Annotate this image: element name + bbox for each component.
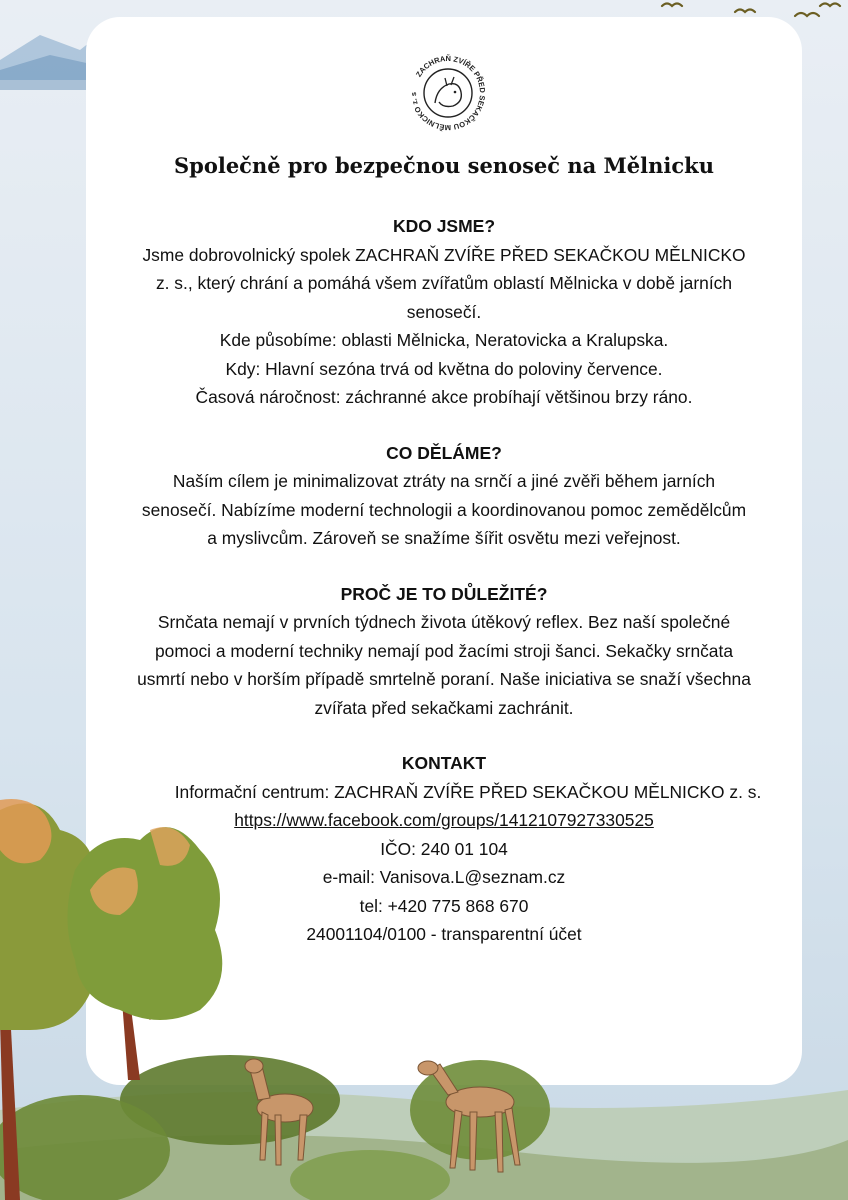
paragraph-line: senosečí. [406, 301, 482, 322]
paragraph-line: Srnčata nemají v prvních týdnech života útěkový reflex. Bez naší společné [157, 612, 731, 632]
organization-logo [403, 48, 493, 138]
paragraph-line: pomoci a moderní techniky nemají pod žacími stroji šanci. Sekačky srnčata [154, 640, 733, 661]
paragraph-line: usmrtí nebo v horším případě smrtelně poraní. Naše iniciativa se snaží všechna [137, 669, 751, 689]
email-line: e-mail: Vanisova.L@seznam.cz [322, 867, 566, 887]
paragraph-line: Jsme dobrovolnický spolek ZACHRAŇ ZVÍŘE PŘED SEKAČKOU MĚLNICKO [142, 244, 746, 265]
paragraph-line: Kde působíme: oblasti Mělnicka, Neratovicka a Kralupska. [219, 330, 669, 350]
bank-account-line: 24001104/0100 - transparentní účet [306, 924, 582, 944]
paragraph-line: Časová náročnost: záchranné akce probíhají většinou brzy ráno. [195, 387, 693, 407]
paragraph-line: z. s., který chrání a pomáhá všem zvířatům oblastí Mělnicka v době jarních [155, 273, 733, 293]
paragraph-line: zvířata před sekačkami zachránit. [314, 697, 574, 718]
phone-line: tel: +420 775 868 670 [359, 895, 529, 916]
section-co-delame [90, 439, 798, 553]
paragraph-line: Naším cílem je minimalizovat ztráty na srnčí a jiné zvěři během jarních [172, 471, 716, 491]
content-body [90, 212, 798, 949]
paragraph-line: a myslivcům. Zároveň se snažíme šířit osvětu mezi veřejnost. [207, 528, 681, 548]
section-heading: CO DĚLÁME? [386, 442, 502, 463]
facebook-group-link[interactable]: https://www.facebook.com/groups/1412107927330525 [234, 810, 654, 830]
section-heading: PROČ JE TO DŮLEŽITÉ? [340, 583, 548, 604]
section-heading: KDO JSME? [392, 216, 496, 236]
page-title: Společně pro bezpečnou senoseč na Mělnicku [173, 153, 714, 178]
paragraph-line: Kdy: Hlavní sezóna trvá od května do poloviny července. [225, 358, 663, 379]
info-center-line: Informační centrum: ZACHRAŇ ZVÍŘE PŘED SEKAČKOU MĚLNICKO z. s. [174, 781, 762, 802]
ico-line: IČO: 240 01 104 [380, 838, 508, 859]
section-proc-je-to-dulezite [90, 580, 798, 723]
section-heading: KONTAKT [401, 753, 487, 773]
section-kontakt [90, 749, 798, 949]
svg-text:ZACHRAŇ ZVÍŘE PŘED SEKAČKOU MĚ: ZACHRAŇ ZVÍŘE PŘED SEKAČKOU MĚLNICKO z. s [408, 53, 488, 133]
paragraph-line: senosečí. Nabízíme moderní technologii a koordinovanou pomoc zemědělcům [141, 499, 747, 520]
section-kdo-jsme [90, 212, 798, 412]
